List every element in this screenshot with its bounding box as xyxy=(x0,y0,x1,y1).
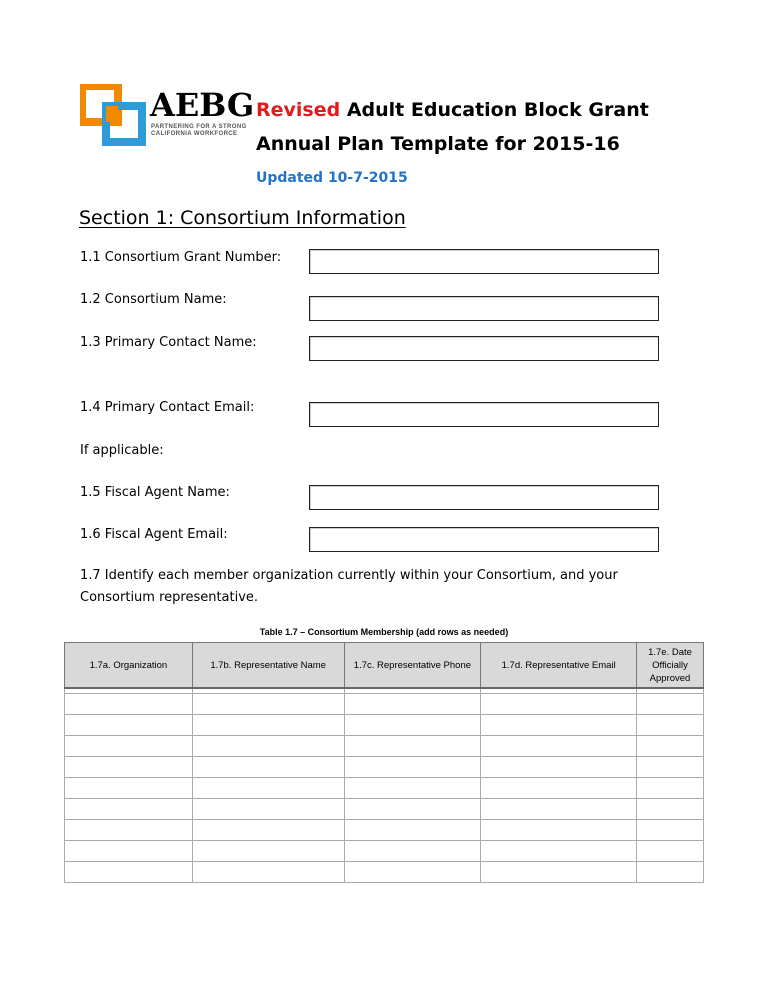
table-row xyxy=(65,820,704,841)
table-cell[interactable] xyxy=(637,799,704,820)
field-label-fiscal-agent-name: 1.5 Fiscal Agent Name: xyxy=(80,485,230,500)
table-cell[interactable] xyxy=(637,778,704,799)
table-cell[interactable] xyxy=(481,715,637,736)
grant-number-field[interactable] xyxy=(309,249,659,274)
if-applicable-label: If applicable: xyxy=(80,443,164,458)
table-cell[interactable] xyxy=(481,736,637,757)
table-cell[interactable] xyxy=(637,715,704,736)
table-row xyxy=(65,841,704,862)
header-representative-phone: 1.7c. Representative Phone xyxy=(344,643,481,689)
header-representative-name: 1.7b. Representative Name xyxy=(192,643,344,689)
header-representative-email: 1.7d. Representative Email xyxy=(481,643,637,689)
table-cell[interactable] xyxy=(65,841,193,862)
table-cell[interactable] xyxy=(344,778,481,799)
fiscal-agent-name-field[interactable] xyxy=(309,485,659,510)
table-cell[interactable] xyxy=(637,820,704,841)
table-cell[interactable] xyxy=(481,841,637,862)
table-cell[interactable] xyxy=(481,778,637,799)
table-cell[interactable] xyxy=(344,694,481,715)
table-cell[interactable] xyxy=(65,820,193,841)
updated-date: Updated 10-7-2015 xyxy=(256,170,408,186)
table-caption: Table 1.7 – Consortium Membership (add rows as needed) xyxy=(259,627,509,637)
title-line-1-text: Adult Education Block Grant xyxy=(340,99,649,121)
table-cell[interactable] xyxy=(637,694,704,715)
table-cell[interactable] xyxy=(344,841,481,862)
table-row xyxy=(65,862,704,883)
table-cell[interactable] xyxy=(637,757,704,778)
table-row xyxy=(65,694,704,715)
document-title-line-2: Annual Plan Template for 2015-16 xyxy=(256,133,620,155)
table-cell[interactable] xyxy=(481,862,637,883)
field-label-consortium-name: 1.2 Consortium Name: xyxy=(80,292,227,307)
aebg-logo-text xyxy=(150,86,255,139)
table-cell[interactable] xyxy=(192,778,344,799)
table-cell[interactable] xyxy=(344,799,481,820)
table-cell[interactable] xyxy=(481,694,637,715)
table-row xyxy=(65,799,704,820)
table-cell[interactable] xyxy=(65,862,193,883)
table-cell[interactable] xyxy=(637,841,704,862)
table-cell[interactable] xyxy=(637,862,704,883)
table-row xyxy=(65,736,704,757)
membership-instruction: 1.7 Identify each member organization currently within your Consortium, and your Consortium representative. xyxy=(80,568,618,605)
table-cell[interactable] xyxy=(192,715,344,736)
consortium-name-field[interactable] xyxy=(309,296,659,321)
table-cell[interactable] xyxy=(192,694,344,715)
fiscal-agent-email-field[interactable] xyxy=(309,527,659,552)
revised-label: Revised xyxy=(256,99,341,121)
table-cell[interactable] xyxy=(344,736,481,757)
primary-contact-name-field[interactable] xyxy=(309,336,659,361)
consortium-membership-table xyxy=(64,642,704,883)
primary-contact-email-field[interactable] xyxy=(309,402,659,427)
table-cell[interactable] xyxy=(192,799,344,820)
header-organization: 1.7a. Organization xyxy=(65,643,193,689)
table-cell[interactable] xyxy=(65,778,193,799)
table-cell[interactable] xyxy=(65,694,193,715)
table-body xyxy=(65,688,704,883)
header-date-approved: 1.7e. Date Officially Approved xyxy=(637,643,704,689)
table-cell[interactable] xyxy=(481,757,637,778)
aebg-logo-icon xyxy=(80,84,148,146)
table-cell[interactable] xyxy=(344,820,481,841)
table-cell[interactable] xyxy=(192,820,344,841)
section-title: Section 1: Consortium Information xyxy=(79,207,406,229)
table-cell[interactable] xyxy=(192,757,344,778)
document-title-line-1 xyxy=(256,98,649,122)
table-cell[interactable] xyxy=(344,862,481,883)
table-cell[interactable] xyxy=(65,736,193,757)
table-cell[interactable] xyxy=(192,862,344,883)
logo-tagline xyxy=(151,124,247,138)
logo-tagline-2: CALIFORNIA WORKFORCE xyxy=(151,131,238,137)
table-cell[interactable] xyxy=(192,736,344,757)
logo-tagline-1: PARTNERING FOR A STRONG xyxy=(151,124,247,130)
table-cell[interactable] xyxy=(344,715,481,736)
table-row xyxy=(65,757,704,778)
table-row xyxy=(65,778,704,799)
table-cell[interactable] xyxy=(192,841,344,862)
table-cell[interactable] xyxy=(481,799,637,820)
table-cell[interactable] xyxy=(481,820,637,841)
table-row xyxy=(65,715,704,736)
field-label-contact-name: 1.3 Primary Contact Name: xyxy=(80,335,257,350)
table-cell[interactable] xyxy=(65,799,193,820)
table-cell[interactable] xyxy=(637,736,704,757)
field-label-contact-email: 1.4 Primary Contact Email: xyxy=(80,400,255,415)
field-label-fiscal-agent-email: 1.6 Fiscal Agent Email: xyxy=(80,527,228,542)
table-header-row xyxy=(65,643,704,689)
table-cell[interactable] xyxy=(65,757,193,778)
logo-word: AEBG xyxy=(150,86,255,124)
table-cell[interactable] xyxy=(344,757,481,778)
table-cell[interactable] xyxy=(65,715,193,736)
field-label-grant-number: 1.1 Consortium Grant Number: xyxy=(80,250,282,265)
